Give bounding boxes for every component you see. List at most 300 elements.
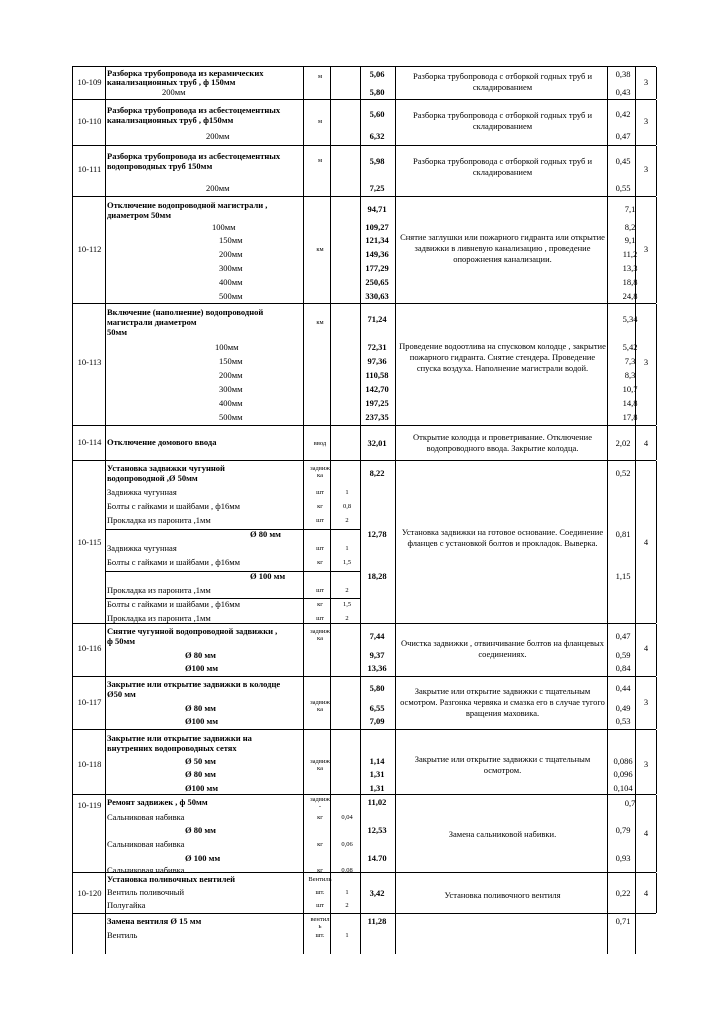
cell-text: 300мм <box>219 384 243 394</box>
cell-text: Вентиль поливочный <box>107 887 185 897</box>
cell-text: 0,7 <box>624 798 636 808</box>
cell-text: Болты с гайками и шайбами , ф16мм <box>107 599 241 609</box>
cell-text: 5,42 <box>622 342 638 352</box>
cell-text: 0,52 <box>615 468 631 478</box>
column-rule <box>607 304 608 425</box>
cell-text: 0,55 <box>615 183 631 193</box>
column-rule <box>303 197 304 303</box>
cell-text: Ø100 мм <box>185 783 219 793</box>
column-rule <box>360 677 361 729</box>
cell-text: ка <box>317 765 323 772</box>
column-rule <box>303 914 304 954</box>
table-row <box>72 196 656 303</box>
cell-text: кг <box>317 814 323 821</box>
cell-text: 0,08 <box>341 867 353 874</box>
cell-text: 7,1 <box>624 204 636 214</box>
cell-text: 8,22 <box>369 468 385 478</box>
cell-text: Ø 80 мм <box>185 703 216 713</box>
cell-text: Ø 80 мм <box>185 769 216 779</box>
cell-text: 24,8 <box>622 291 638 301</box>
table-row <box>72 623 656 676</box>
column-rule <box>360 197 361 303</box>
cell-text: - <box>318 803 322 810</box>
cell-text: Сальниковая набивка <box>107 812 185 822</box>
cell-text: 197,25 <box>365 398 389 408</box>
cell-text: Разборка трубопровода из асбестоцементных <box>107 105 281 115</box>
column-rule <box>656 730 657 794</box>
cell-text: 110,58 <box>365 370 389 380</box>
cell-text: 0,53 <box>615 716 631 726</box>
cell-text: внутренних водопроводных сетях <box>107 743 237 753</box>
cell-text: 14.70 <box>367 853 387 863</box>
column-rule <box>607 426 608 460</box>
cell-text: 3 <box>643 357 649 367</box>
cell-text: 10-112 <box>77 244 102 254</box>
cell-text: 200мм <box>162 87 186 97</box>
column-rule <box>395 197 396 303</box>
cell-text: 0,8 <box>342 503 352 510</box>
cell-text: Ø 100 мм <box>185 853 221 863</box>
cell-text: 4 <box>643 537 649 547</box>
cell-text: 3 <box>643 759 649 769</box>
cell-text: 5,98 <box>369 156 385 166</box>
cell-text: 0,59 <box>615 650 631 660</box>
cell-text: 6,32 <box>369 131 385 141</box>
column-rule <box>395 795 396 872</box>
cell-text: 4 <box>643 828 649 838</box>
cell-text: ка <box>317 472 323 479</box>
cell-text: Закрытие или открытие задвижки в колодце <box>107 679 281 689</box>
cell-text: Установка поливочных вентилей <box>107 874 236 884</box>
cell-text: м <box>317 157 323 164</box>
cell-text: кг <box>317 867 323 874</box>
cell-text: 1,31 <box>369 769 385 779</box>
cell-text: 3,42 <box>369 888 385 898</box>
cell-text: Полугайка <box>107 900 146 910</box>
cell-text: 1,5 <box>342 559 352 566</box>
column-rule <box>360 304 361 425</box>
column-rule <box>395 146 396 196</box>
column-rule <box>303 146 304 196</box>
cell-text: 18,8 <box>622 277 638 287</box>
cell-text: 7,25 <box>369 183 385 193</box>
table-row <box>72 145 656 196</box>
cell-text: Прокладка из паронита ,1мм <box>107 515 211 525</box>
cell-text: задвиж <box>310 628 330 635</box>
cell-text: шт <box>316 902 324 909</box>
cell-text: 250,65 <box>365 277 389 287</box>
cell-text: 177,29 <box>365 263 389 273</box>
cell-text: кг <box>317 601 323 608</box>
cell-text: кг <box>317 841 323 848</box>
cell-text: 7,3 <box>624 356 636 366</box>
cell-text: 3 <box>643 244 649 254</box>
column-rule <box>360 795 361 872</box>
cell-text: 1,15 <box>615 571 631 581</box>
cell-text: Закрытие или открытие задвижки на <box>107 733 252 743</box>
column-rule <box>395 461 396 623</box>
cell-text: Задвижка чугунная <box>107 487 177 497</box>
work-description: Закрытие или открытие задвижки с тщательным осмотром. <box>414 754 591 775</box>
cell-text: 1 <box>345 489 349 496</box>
cell-text: 0,81 <box>615 529 631 539</box>
table-row <box>72 66 656 99</box>
cell-text: 3 <box>643 77 649 87</box>
cell-text: 5,80 <box>369 87 385 97</box>
column-rule <box>395 67 396 99</box>
column-rule <box>607 100 608 145</box>
cell-text: 11,02 <box>367 797 387 807</box>
cell-text: 13,36 <box>367 663 387 673</box>
cell-text: шт. <box>315 932 325 939</box>
column-rule <box>303 677 304 729</box>
cell-text: 3 <box>643 116 649 126</box>
cell-text: 94,71 <box>367 204 387 214</box>
cell-text: 3 <box>643 697 649 707</box>
cell-text: 200мм <box>206 183 230 193</box>
work-description: Установка поливочного вентиля <box>444 890 561 900</box>
cell-text: 0,096 <box>613 769 633 779</box>
cell-text: 18,28 <box>367 571 387 581</box>
column-rule <box>303 873 304 913</box>
cell-text: 200мм <box>219 370 243 380</box>
cell-text: 32,01 <box>367 438 387 448</box>
column-rule <box>607 914 608 954</box>
cell-text: 0,086 <box>613 756 633 766</box>
cell-text: 0,43 <box>615 87 631 97</box>
column-rule <box>303 100 304 145</box>
cell-text: 12,53 <box>367 825 387 835</box>
cell-text: кг <box>317 503 323 510</box>
column-rule <box>395 100 396 145</box>
cell-text: км <box>316 319 324 326</box>
column-rule <box>607 677 608 729</box>
column-rule <box>656 67 657 99</box>
column-rule <box>607 795 608 872</box>
work-description: Очистка задвижки , отвинчивание болтов на фланцевых соединениях. <box>400 638 605 659</box>
cell-text: м <box>317 118 323 125</box>
cell-text: Отключение водопроводной магистрали , <box>107 200 268 210</box>
cell-text: 10-113 <box>77 357 102 367</box>
column-rule <box>395 426 396 460</box>
cell-text: 400мм <box>219 398 243 408</box>
cell-text: 2 <box>345 587 349 594</box>
rates-table <box>72 66 656 954</box>
cell-text: 500мм <box>219 291 243 301</box>
cell-text: 237,35 <box>365 412 389 422</box>
cell-text: Сальниковая набивка <box>107 839 185 849</box>
table-row <box>72 303 656 425</box>
cell-text: 5,60 <box>369 109 385 119</box>
cell-text: канализационных труб , ф 150мм <box>107 77 236 87</box>
cell-text: 0,71 <box>615 916 631 926</box>
cell-text: 109,27 <box>365 222 389 232</box>
cell-text: 10-114 <box>77 437 102 447</box>
column-rule <box>360 426 361 460</box>
cell-text: задвиж <box>310 699 330 706</box>
cell-text: Включение (наполнение) водопроводной <box>107 307 264 317</box>
column-rule <box>656 146 657 196</box>
column-rule <box>395 730 396 794</box>
cell-text: 10-118 <box>77 759 102 769</box>
column-rule <box>395 304 396 425</box>
cell-text: 0,79 <box>615 825 631 835</box>
cell-text: 9,1 <box>624 235 636 245</box>
column-rule <box>303 67 304 99</box>
table-row <box>72 729 656 794</box>
cell-text: ввод <box>313 440 327 447</box>
cell-text: Ø 80 мм <box>185 825 216 835</box>
column-rule <box>656 624 657 676</box>
work-description: Открытие колодца и проветривание. Отключение водопроводного ввода. Закрытие колодца. <box>413 432 592 453</box>
work-description: Замена сальниковой набивки. <box>448 829 557 839</box>
cell-text: 10-116 <box>77 643 102 653</box>
cell-text: 3 <box>643 164 649 174</box>
cell-text: Ø 80 мм <box>250 529 281 539</box>
cell-text: 0,49 <box>615 703 631 713</box>
cell-text: Снятие чугунной водопроводной задвижки , <box>107 626 278 636</box>
work-description: Разборка трубопровода с отборкой годных труб и складированием <box>412 71 592 92</box>
cell-text: км <box>316 246 324 253</box>
cell-text: 150мм <box>219 356 243 366</box>
cell-text: Вентиль <box>308 876 332 883</box>
cell-text: 10-120 <box>77 888 102 898</box>
cell-text: 10,7 <box>622 384 638 394</box>
cell-text: 10-111 <box>77 164 102 174</box>
cell-text: 0,93 <box>615 853 631 863</box>
cell-text: Болты с гайками и шайбами , ф16мм <box>107 501 241 511</box>
cell-text: 1 <box>345 545 349 552</box>
cell-text: 10-110 <box>77 116 102 126</box>
cell-text: 72,31 <box>367 342 387 352</box>
work-description: Разборка трубопровода с отборкой годных труб и складированием <box>412 156 592 177</box>
cell-text: 5,34 <box>622 314 638 324</box>
column-rule <box>607 730 608 794</box>
column-rule <box>360 146 361 196</box>
cell-text: ка <box>317 635 323 642</box>
cell-text: 4 <box>643 438 649 448</box>
cell-text: 0,47 <box>615 631 631 641</box>
cell-text: ка <box>317 706 323 713</box>
column-rule <box>607 197 608 303</box>
column-rule <box>360 67 361 99</box>
cell-text: 150мм <box>219 235 243 245</box>
cell-text: шт <box>316 615 324 622</box>
cell-text: Вентиль <box>107 930 138 940</box>
column-rule <box>656 873 657 913</box>
cell-text: 10-117 <box>77 697 102 707</box>
cell-text: 121,34 <box>365 235 389 245</box>
cell-text: 0,04 <box>341 814 353 821</box>
cell-text: ь <box>318 923 322 930</box>
cell-text: 2 <box>345 517 349 524</box>
cell-text: шт <box>316 489 324 496</box>
cell-text: 10-119 <box>77 800 102 810</box>
column-rule <box>607 461 608 623</box>
cell-text: 11,28 <box>367 916 387 926</box>
cell-text: 4 <box>643 643 649 653</box>
cell-text: 9,37 <box>369 650 385 660</box>
column-rule <box>656 304 657 425</box>
cell-text: Разборка трубопровода из асбестоцементных <box>107 151 281 161</box>
table-row <box>72 872 656 913</box>
cell-text: 5,06 <box>369 69 385 79</box>
cell-text: Ø100 мм <box>185 663 219 673</box>
cell-text: Ø 100 мм <box>250 571 286 581</box>
cell-text: водопроводной ,Ø 50мм <box>107 473 198 483</box>
cell-text: 142,70 <box>365 384 389 394</box>
cell-text: 2 <box>345 615 349 622</box>
cell-text: 14,8 <box>622 398 638 408</box>
cell-text: Задвижка чугунная <box>107 543 177 553</box>
cell-text: задвиж <box>310 796 330 803</box>
column-rule <box>607 624 608 676</box>
cell-text: кг <box>317 559 323 566</box>
table-row <box>72 913 656 954</box>
cell-text: 8,3 <box>624 370 636 380</box>
cell-text: 100мм <box>215 342 239 352</box>
column-rule <box>303 624 304 676</box>
cell-text: 0,06 <box>341 841 353 848</box>
column-rule <box>656 197 657 303</box>
cell-text: Разборка трубопровода из керамических <box>107 68 264 78</box>
column-rule <box>607 873 608 913</box>
cell-text: 0,42 <box>615 109 631 119</box>
cell-text: задвиж <box>310 465 330 472</box>
cell-text: 71,24 <box>367 314 387 324</box>
column-rule <box>607 146 608 196</box>
column-rule <box>72 914 73 954</box>
cell-text: магистрали диаметром <box>107 317 197 327</box>
cell-text: 0,84 <box>615 663 631 673</box>
cell-text: Ремонт задвижек , ф 50мм <box>107 797 208 807</box>
column-rule <box>360 730 361 794</box>
cell-text: Болты с гайками и шайбами , ф16мм <box>107 557 241 567</box>
cell-text: 2 <box>345 902 349 909</box>
cell-text: 2,02 <box>615 438 631 448</box>
cell-text: 12,78 <box>367 529 387 539</box>
cell-text: 5,80 <box>369 683 385 693</box>
table-row <box>72 460 656 623</box>
cell-text: 0,104 <box>613 783 633 793</box>
cell-text: шт. <box>315 889 325 896</box>
column-rule <box>303 795 304 872</box>
table-row <box>72 425 656 460</box>
column-rule <box>360 624 361 676</box>
cell-text: Ø 50 мм <box>185 756 216 766</box>
cell-text: 0,45 <box>615 156 631 166</box>
cell-text: 300мм <box>219 263 243 273</box>
cell-text: 4 <box>643 888 649 898</box>
cell-text: 149,36 <box>365 249 389 259</box>
cell-text: 100мм <box>212 222 236 232</box>
cell-text: 8,2 <box>624 222 636 232</box>
work-description: Закрытие или открытие задвижки с тщательным осмотром. Разгонка червяка и смазка его в случае тугого вращения маховика. <box>400 686 605 718</box>
cell-text: канализационных труб , ф150мм <box>107 115 234 125</box>
cell-text: 50мм <box>107 327 128 337</box>
cell-text: м <box>317 73 323 80</box>
cell-text: 200мм <box>219 249 243 259</box>
column-rule <box>656 426 657 460</box>
cell-text: шт <box>316 545 324 552</box>
cell-text: 330,63 <box>365 291 389 301</box>
column-rule <box>395 677 396 729</box>
cell-text: задвиж <box>310 758 330 765</box>
column-rule <box>360 100 361 145</box>
work-description: Установка задвижки на готовое основание. Соединение фланцев с установкой болтов и прокладок. Выверка. <box>401 527 604 548</box>
cell-text: 500мм <box>219 412 243 422</box>
cell-text: 1,31 <box>369 783 385 793</box>
sub-row-rule <box>105 571 360 572</box>
cell-text: Ø100 мм <box>185 716 219 726</box>
column-rule <box>395 873 396 913</box>
cell-text: шт <box>316 517 324 524</box>
cell-text: вентил <box>310 916 330 923</box>
cell-text: Ø50 мм <box>107 689 136 699</box>
cell-text: Прокладка из паронита ,1мм <box>107 585 211 595</box>
cell-text: 10-115 <box>77 537 102 547</box>
cell-text: 17,8 <box>622 412 638 422</box>
cell-text: водопроводных труб 150мм <box>107 161 213 171</box>
cell-text: Ø 80 мм <box>185 650 216 660</box>
column-rule <box>656 795 657 872</box>
cell-text: 11,2 <box>622 249 638 259</box>
work-description: Разборка трубопровода с отборкой годных труб и складированием <box>412 110 592 131</box>
cell-text: 0,44 <box>615 683 631 693</box>
cell-text: 0,22 <box>615 888 631 898</box>
cell-text: 1 <box>345 932 349 939</box>
column-rule <box>303 730 304 794</box>
column-rule <box>607 67 608 99</box>
cell-text: 400мм <box>219 277 243 287</box>
cell-text: 13,3 <box>622 263 638 273</box>
column-rule <box>303 426 304 460</box>
cell-text: 0,38 <box>615 69 631 79</box>
column-rule <box>105 914 106 954</box>
work-description: Снятие заглушки или пожарного гидранта или открытие задвижки в ливневую канализацию , проведение опорожнения канализации. <box>400 232 605 264</box>
cell-text: 1,14 <box>369 756 385 766</box>
cell-text: 200мм <box>206 131 230 141</box>
sub-row-rule <box>105 529 360 530</box>
cell-text: 7,09 <box>369 716 385 726</box>
cell-text: диаметром 50мм <box>107 210 172 220</box>
cell-text: Замена вентиля Ø 15 мм <box>107 916 202 926</box>
column-rule <box>395 914 396 954</box>
column-rule <box>656 677 657 729</box>
cell-text: 7,44 <box>369 631 385 641</box>
table-row <box>72 794 656 875</box>
cell-text: Прокладка из паронита ,1мм <box>107 613 211 623</box>
cell-text: 6,55 <box>369 703 385 713</box>
work-description: Проведение водоотлива на спусковом колодце , закрытие пожарного гидранта. Снятие стендера. Проведение спуска воздуха. Наполнение магистрали водой. <box>399 341 606 373</box>
cell-text: 1,5 <box>342 601 352 608</box>
cell-text: 97,36 <box>367 356 387 366</box>
column-rule <box>395 624 396 676</box>
cell-text: Сальниковая набивка <box>107 865 185 875</box>
cell-text: ф 50мм <box>107 636 136 646</box>
column-rule <box>656 100 657 145</box>
column-rule <box>656 461 657 623</box>
cell-text: шт <box>316 587 324 594</box>
cell-text: 10-109 <box>77 77 102 87</box>
table-row <box>72 676 656 729</box>
cell-text: 1 <box>345 889 349 896</box>
column-rule <box>303 304 304 425</box>
cell-text: Отключение домового ввода <box>107 437 217 447</box>
table-row <box>72 99 656 145</box>
cell-text: 0,47 <box>615 131 631 141</box>
cell-text: Установка задвижки чугунной <box>107 463 225 473</box>
